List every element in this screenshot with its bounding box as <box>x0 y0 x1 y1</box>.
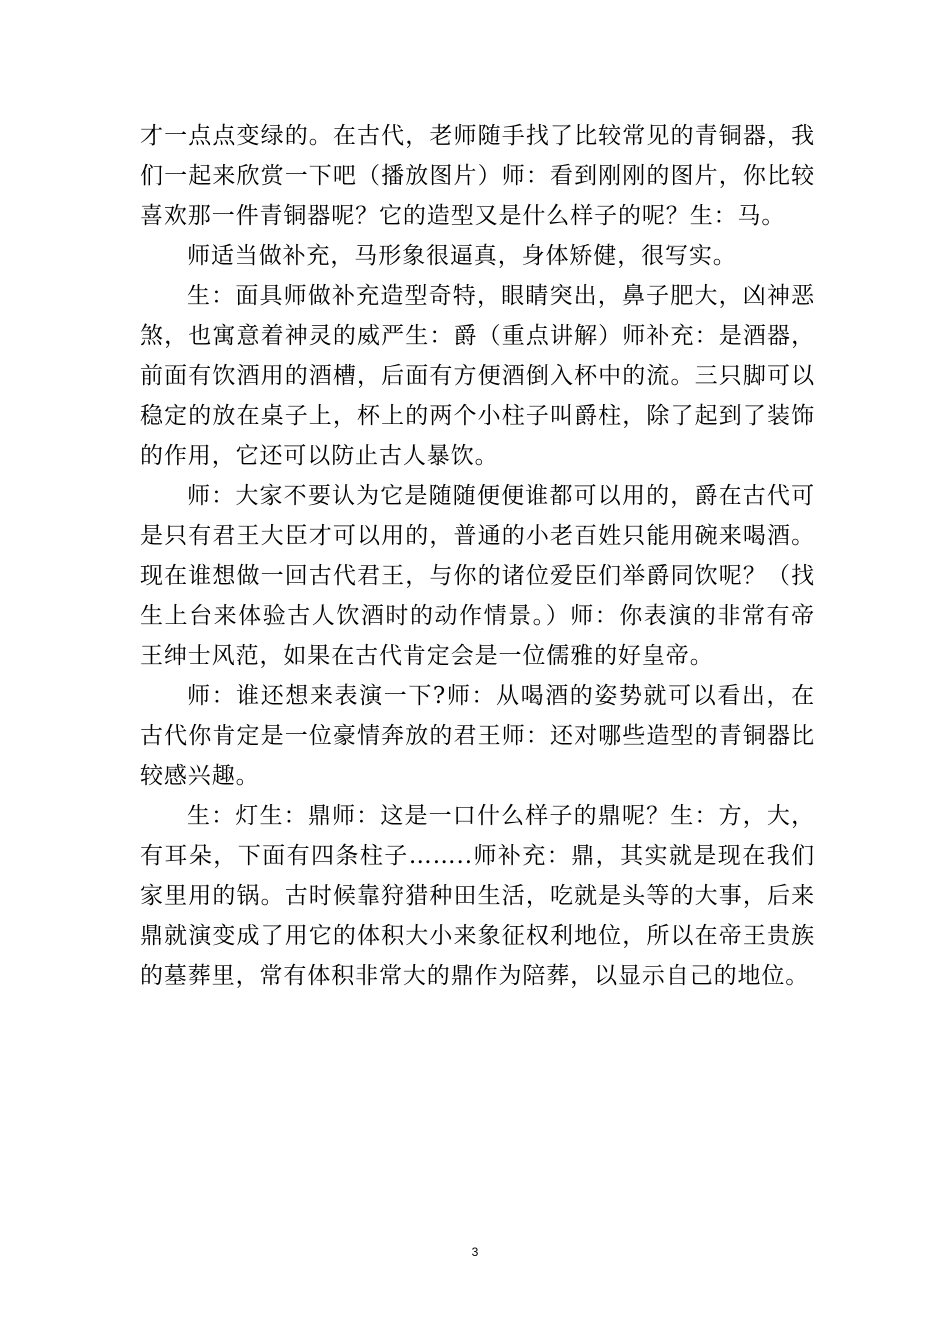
body-text <box>140 116 815 996</box>
paragraph-3: 生：面具师做补充造型奇特，眼睛突出，鼻子肥大，凶神恶煞，也寓意着神灵的威严生：爵（重点讲解）师补充：是酒器，前面有饮酒用的酒槽，后面有方便酒倒入杯中的流。三只脚可以稳定的放在桌子上，杯上的两个小柱子叫爵柱，除了起到了装饰的作用，它还可以防止古人暴饮。 <box>140 283 815 469</box>
paragraph-1: 才一点点变绿的。在古代，老师随手找了比较常见的青铜器，我们一起来欣赏一下吧（播放图片）师：看到刚刚的图片，你比较喜欢那一件青铜器呢？它的造型又是什么样子的呢？生：马。 <box>140 123 815 229</box>
paragraph-6: 生：灯生：鼎师：这是一口什么样子的鼎呢？生：方，大，有耳朵，下面有四条柱子……..师补充：鼎，其实就是现在我们家里用的锅。古时候靠狩猎种田生活，吃就是头等的大事，后来鼎就演变成了用它的体积大小来象征权利地位，所以在帝王贵族的墓葬里，常有体积非常大的鼎作为陪葬，以显示自己的地位。 <box>140 803 815 989</box>
page-number: 3 <box>471 1245 479 1259</box>
paragraph-2: 师适当做补充，马形象很逼真，身体矫健，很写实。 <box>187 243 737 269</box>
paragraph-5: 师：谁还想来表演一下?师：从喝酒的姿势就可以看出，在古代你肯定是一位豪情奔放的君王师：还对哪些造型的青铜器比较感兴趣。 <box>140 683 815 789</box>
paragraph-4: 师：大家不要认为它是随随便便谁都可以用的，爵在古代可是只有君王大臣才可以用的，普通的小老百姓只能用碗来喝酒。现在谁想做一回古代君王，与你的诸位爱臣们举爵同饮呢？（找生上台来体验古人饮酒时的动作情景。）师：你表演的非常有帝王绅士风范，如果在古代肯定会是一位儒雅的好皇帝。 <box>140 483 815 669</box>
